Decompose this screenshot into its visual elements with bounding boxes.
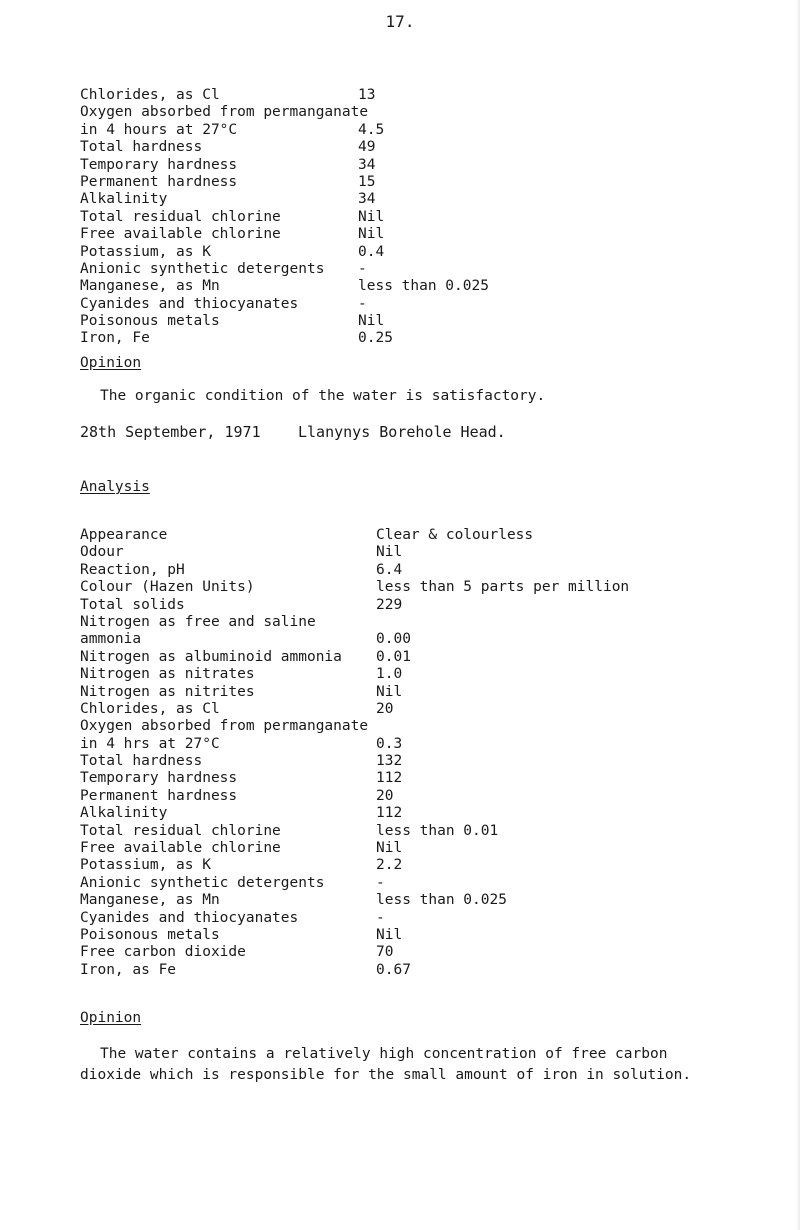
row-value: less than 0.025 (358, 278, 489, 295)
row-label: Potassium, as K (80, 243, 211, 260)
row-label: Iron, Fe (80, 330, 150, 347)
row-value: 4.5 (358, 121, 385, 138)
analysis-heading: Analysis (80, 479, 150, 495)
row-label: Temporary hardness (80, 156, 238, 173)
row-value: 49 (358, 139, 376, 156)
row-value: - (358, 295, 367, 312)
row-value: 13 (358, 87, 376, 103)
row-label: Oxygen absorbed from permanganate (80, 104, 369, 121)
row-label: Reaction, pH (80, 561, 185, 578)
row-label: Oxygen absorbed from permanganate (80, 718, 369, 735)
opinion-text-2-line-2: dioxide which is responsible for the small amount of iron in solution. (80, 1067, 692, 1083)
row-label: Cyanides and thiocyanates (80, 295, 299, 312)
row-label: Poisonous metals (80, 926, 220, 943)
row-value: less than 0.025 (376, 892, 507, 909)
row-label: Nitrogen as free and saline (80, 613, 316, 630)
row-label: Total hardness (80, 753, 203, 770)
row-label: Total solids (80, 596, 185, 613)
row-value: - (376, 874, 385, 891)
row-value: 15 (358, 173, 376, 190)
row-value: 20 (376, 700, 394, 717)
row-label: Permanent hardness (80, 787, 238, 804)
row-label: Cyanides and thiocyanates (80, 909, 299, 926)
row-label: in 4 hrs at 27°C (80, 735, 220, 752)
row-value: 0.00 (376, 631, 411, 648)
row-value: 132 (376, 753, 403, 770)
row-label: Colour (Hazen Units) (80, 579, 255, 596)
row-value: Nil (376, 544, 403, 561)
row-label: Anionic synthetic detergents (80, 260, 325, 277)
row-value: 6.4 (376, 561, 403, 578)
row-label: Nitrogen as albuminoid ammonia (80, 648, 342, 665)
row-label: Alkalinity (80, 191, 168, 208)
row-label: Total residual chlorine (80, 208, 281, 225)
row-label: in 4 hours at 27°C (80, 121, 238, 138)
row-label: Chlorides, as Cl (80, 700, 220, 717)
row-value: Nil (376, 926, 403, 943)
row-label: Appearance (80, 527, 168, 543)
scan-edge-shadow (796, 0, 800, 1230)
row-label: Manganese, as Mn (80, 278, 220, 295)
opinion-heading-2: Opinion (80, 1010, 142, 1026)
row-label: Free available chlorine (80, 840, 281, 857)
row-label: Anionic synthetic detergents (80, 874, 325, 891)
row-value: Nil (358, 226, 385, 243)
row-label: Chlorides, as Cl (80, 87, 220, 103)
row-value: 0.01 (376, 648, 411, 665)
row-value: Nil (358, 208, 385, 225)
row-label: Manganese, as Mn (80, 892, 220, 909)
row-label: Free available chlorine (80, 226, 281, 243)
row-label: Alkalinity (80, 805, 168, 822)
row-value: 0.3 (376, 735, 403, 752)
row-label: Odour (80, 544, 124, 561)
row-value: 34 (358, 156, 376, 173)
row-value: 1.0 (376, 666, 403, 683)
row-label: Permanent hardness (80, 173, 238, 190)
row-label: Nitrogen as nitrites (80, 683, 255, 700)
row-value: less than 5 parts per million (376, 579, 630, 596)
row-label: Total hardness (80, 139, 203, 156)
row-value: 112 (376, 770, 403, 787)
row-label: Potassium, as K (80, 857, 211, 874)
row-value: 34 (358, 191, 376, 208)
row-label: ammonia (80, 631, 142, 648)
row-value: - (376, 909, 385, 926)
row-value: 2.2 (376, 857, 403, 874)
row-label: Iron, as Fe (80, 961, 177, 978)
sample-date: 28th September, 1971 (80, 423, 261, 441)
row-value: Clear & colourless (376, 527, 534, 543)
row-value: Nil (376, 840, 403, 857)
row-value: less than 0.01 (376, 822, 499, 839)
row-label: Temporary hardness (80, 770, 238, 787)
row-value: 70 (376, 944, 394, 961)
row-value: Nil (376, 683, 403, 700)
row-label: Free carbon dioxide (80, 944, 246, 961)
row-value: 229 (376, 596, 403, 613)
sample-location: Llanynys Borehole Head. (298, 423, 506, 441)
opinion-heading-1: Opinion (80, 355, 142, 371)
row-label: Poisonous metals (80, 313, 220, 330)
row-value: 112 (376, 805, 403, 822)
row-value: Nil (358, 313, 385, 330)
row-value: - (358, 260, 367, 277)
opinion-text-1: The organic condition of the water is satisfactory. (100, 388, 546, 404)
row-value: 20 (376, 787, 394, 804)
row-value: 0.4 (358, 243, 385, 260)
row-label: Nitrogen as nitrates (80, 666, 255, 683)
row-label: Total residual chlorine (80, 822, 281, 839)
opinion-text-2-line-1: The water contains a relatively high concentration of free carbon (100, 1046, 668, 1062)
row-value: 0.25 (358, 330, 393, 347)
row-value: 0.67 (376, 961, 411, 978)
page-number: 17. (385, 12, 415, 31)
